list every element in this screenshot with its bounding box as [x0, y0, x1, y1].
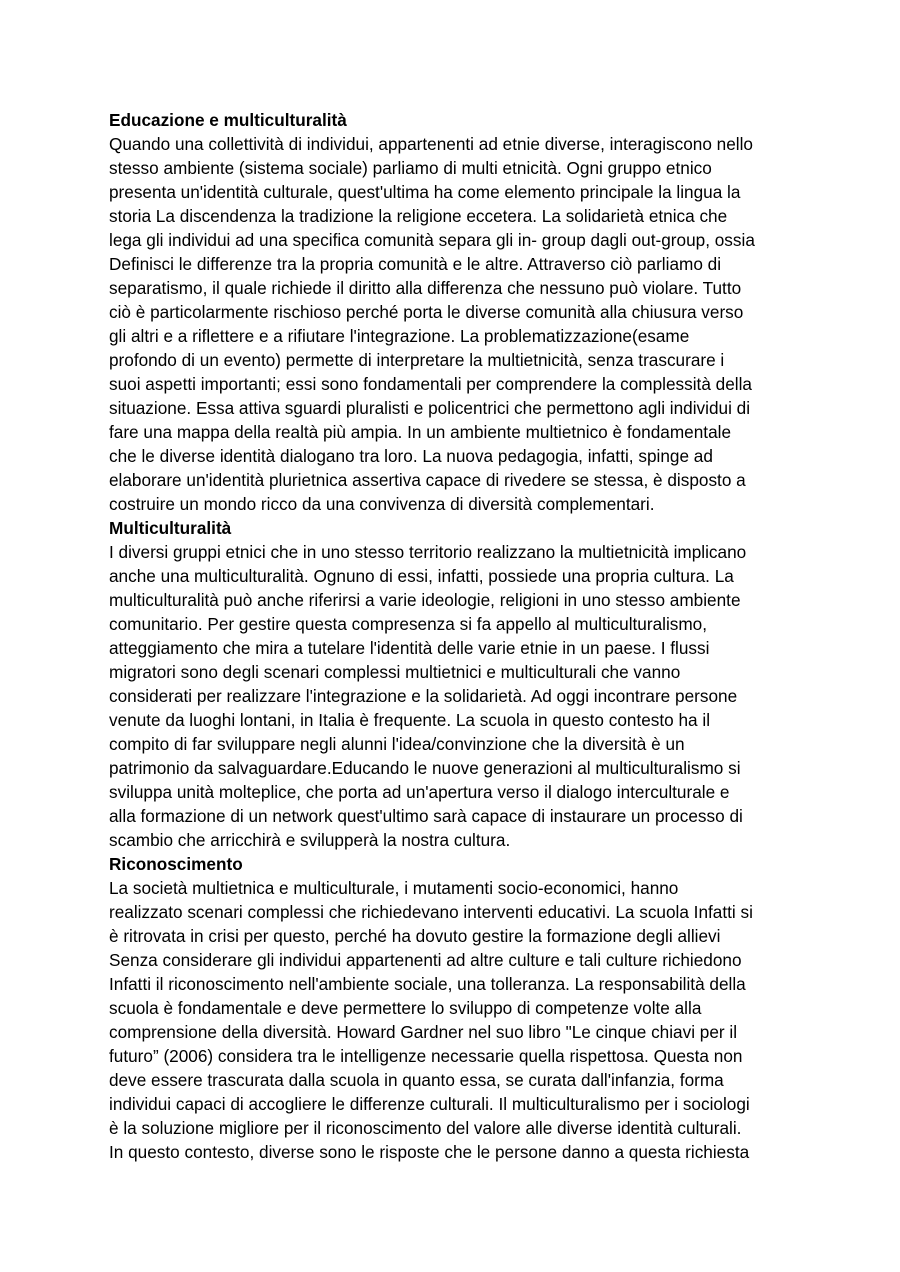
text-line: Senza considerare gli individui appartenenti ad altre culture e tali culture richiedono [109, 950, 742, 970]
text-line: separatismo, il quale richiede il diritto alla differenza che nessuno può violare. Tutto [109, 278, 742, 298]
section-title: Educazione e multiculturalità [109, 110, 347, 130]
text-line: scuola è fondamentale e deve permettere lo sviluppo di competenze volte alla [109, 998, 702, 1018]
text-line: individui capaci di accogliere le differenze culturali. Il multiculturalismo per i sociologi [109, 1094, 750, 1114]
text-line: stesso ambiente (sistema sociale) parliamo di multi etnicità. Ogni gruppo etnico [109, 158, 712, 178]
text-line: Definisci le differenze tra la propria comunità e le altre. Attraverso ciò parliamo di [109, 254, 722, 274]
text-line: venute da luoghi lontani, in Italia è frequente. La scuola in questo contesto ha il [109, 710, 711, 730]
text-line: storia La discendenza la tradizione la religione eccetera. La solidarietà etnica che [109, 206, 728, 226]
text-line: comunitario. Per gestire questa compresenza si fa appello al multiculturalismo, [109, 614, 708, 634]
section-title: Multiculturalità [109, 518, 232, 538]
text-line: fare una mappa della realtà più ampia. In un ambiente multietnico è fondamentale [109, 422, 732, 442]
section-paragraph [109, 132, 799, 516]
section-riconoscimento [109, 852, 799, 1164]
text-line: sviluppa unità molteplice, che porta ad un'apertura verso il dialogo interculturale e [109, 782, 730, 802]
text-line: migratori sono degli scenari complessi multietnici e multiculturali che vanno [109, 662, 681, 682]
text-line: futuro” (2006) considera tra le intelligenze necessarie quella rispettosa. Questa non [109, 1046, 743, 1066]
text-line: scambio che arricchirà e svilupperà la nostra cultura. [109, 830, 511, 850]
section-paragraph [109, 540, 799, 852]
text-line: patrimonio da salvaguardare.Educando le nuove generazioni al multiculturalismo si [109, 758, 741, 778]
text-line: situazione. Essa attiva sguardi pluralisti e policentrici che permettono agli individui di [109, 398, 751, 418]
text-line: gli altri e a riflettere e a rifiutare l'integrazione. La problematizzazione(esame [109, 326, 690, 346]
text-line: che le diverse identità dialogano tra loro. La nuova pedagogia, infatti, spinge ad [109, 446, 713, 466]
text-line: deve essere trascurata dalla scuola in quanto essa, se curata dall'infanzia, forma [109, 1070, 724, 1090]
text-line: presenta un'identità culturale, quest'ultima ha come elemento principale la lingua la [109, 182, 741, 202]
section-title: Riconoscimento [109, 854, 243, 874]
text-line: elaborare un'identità plurietnica assertiva capace di rivedere se stessa, è disposto a [109, 470, 746, 490]
text-line: costruire un mondo ricco da una convivenza di diversità complementari. [109, 494, 655, 514]
document-body [109, 108, 799, 1164]
text-line: Infatti il riconoscimento nell'ambiente sociale, una tolleranza. La responsabilità della [109, 974, 746, 994]
section-educazione [109, 108, 799, 516]
text-line: La società multietnica e multiculturale, i mutamenti socio-economici, hanno [109, 878, 679, 898]
text-line: In questo contesto, diverse sono le risposte che le persone danno a questa richiesta [109, 1142, 750, 1162]
text-line: considerati per realizzare l'integrazione e la solidarietà. Ad oggi incontrare persone [109, 686, 738, 706]
text-line: anche una multiculturalità. Ognuno di essi, infatti, possiede una propria cultura. La [109, 566, 734, 586]
text-line: profondo di un evento) permette di interpretare la multietnicità, senza trascurare i [109, 350, 725, 370]
text-line: è ritrovata in crisi per questo, perché ha dovuto gestire la formazione degli allievi [109, 926, 721, 946]
text-line: I diversi gruppi etnici che in uno stesso territorio realizzano la multietnicità implicano [109, 542, 747, 562]
text-line: suoi aspetti importanti; essi sono fondamentali per comprendere la complessità della [109, 374, 752, 394]
text-line: atteggiamento che mira a tutelare l'identità delle varie etnie in un paese. I flussi [109, 638, 710, 658]
text-line: lega gli individui ad una specifica comunità separa gli in- group dagli out-group, ossia [109, 230, 755, 250]
text-line: alla formazione di un network quest'ultimo sarà capace di instaurare un processo di [109, 806, 743, 826]
text-line: Quando una collettività di individui, appartenenti ad etnie diverse, interagiscono nello [109, 134, 753, 154]
text-line: ciò è particolarmente rischioso perché porta le diverse comunità alla chiusura verso [109, 302, 744, 322]
text-line: realizzato scenari complessi che richiedevano interventi educativi. La scuola Infatti si [109, 902, 753, 922]
text-line: comprensione della diversità. Howard Gardner nel suo libro "Le cinque chiavi per il [109, 1022, 738, 1042]
text-line: è la soluzione migliore per il riconoscimento del valore alle diverse identità culturali. [109, 1118, 742, 1138]
text-line: multiculturalità può anche riferirsi a varie ideologie, religioni in uno stesso ambiente [109, 590, 741, 610]
section-paragraph [109, 876, 799, 1164]
text-line: compito di far sviluppare negli alunni l'idea/convinzione che la diversità è un [109, 734, 685, 754]
section-multiculturalita [109, 516, 799, 852]
